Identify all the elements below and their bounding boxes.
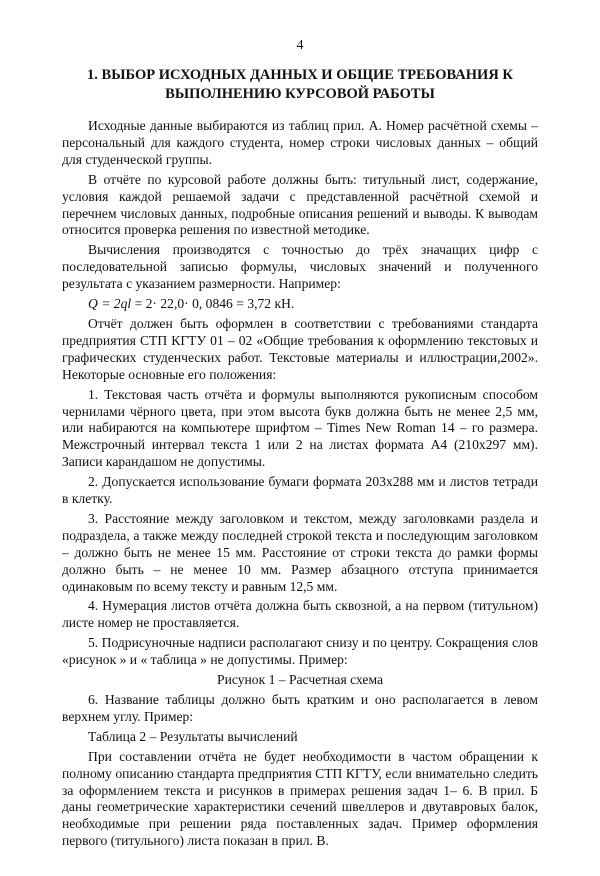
paragraph: Исходные данные выбираются из таблиц прил. А. Номер расчётной схемы – персональный для каждого студента, номер строки числовых данных – общий для студенческой группы. [62,118,538,167]
paragraph: Отчёт должен быть оформлен в соответствии с требованиями стандарта предприятия СТП КГТУ 01 – 02 «Общие требования к оформлению текстовых и графических студенческих работ. Текстовые материалы и иллюстрации,2002». Некоторые основные его положения: [62,315,538,382]
table-caption-example: Таблица 2 – Результаты вычислений [88,728,298,744]
figure-caption-example: Рисунок 1 – Расчетная схема [217,672,383,688]
paragraph: При составлении отчёта не будет необходимости в частом обращении к полному описанию стандарта предприятия СТП КГТУ, если внимательно следить за оформлением текста и рисунков в примерах решения задач 1– 6. В прил. Б даны геометрические характеристики сечений швеллеров и двутавровых балок, необходимые при решении ряда поставленных задач. Пример оформления первого (титульного) листа показан в прил. В. [62,748,538,849]
page-number: 4 [296,38,304,53]
formula-lhs: Q = 2ql [88,296,132,312]
formula-example [62,296,538,313]
body-text [62,118,538,853]
formula-rhs: = 2· 22,0· 0, 0846 = 3,72 кН. [131,296,295,312]
paragraph: 2. Допускается использование бумаги формата 203х288 мм и листов тетради в клетку. [62,474,538,507]
paragraph: Вычисления производятся с точностью до трёх значащих цифр с последовательной записью формулы, числовых значений и полученного результата с указанием размерности. Например: [62,242,538,292]
paragraph: В отчёте по курсовой работе должны быть: титульный лист, содержание, условия каждой решаемой задачи с представленной расчётной схемой и перечнем числовых данных, подробные описания решений и выводы. К выводам относится проверка решения по известной методике. [62,171,538,238]
paragraph: 5. Подрисуночные надписи располагают снизу и по центру. Сокращения слов «рисунок » и « таблица » не допустимы. Пример: [62,635,538,668]
paragraph: 6. Название таблицы должно быть кратким и оно располагается в левом верхнем углу. Пример: [62,692,538,724]
paragraph: 4. Нумерация листов отчёта должна быть сквозной, а на первом (титульном) листе номер не проставляется. [62,598,538,631]
section-heading: 1. ВЫБОР ИСХОДНЫХ ДАННЫХ И ОБЩИЕ ТРЕБОВАНИЯ К ВЫПОЛНЕНИЮ КУРСОВОЙ РАБОТЫ [87,67,513,102]
paragraph: 3. Расстояние между заголовком и текстом, между заголовками раздела и подраздела, а также между последней строкой текста и последующим заголовком – должно быть не менее 15 мм. Расстояние от строки текста до рамки формы должно быть – не менее 10 мм. Размер абзацного отступа принимается одинаковым по всему тексту и равным 12,5 мм. [62,510,538,594]
paragraph: 1. Текстовая часть отчёта и формулы выполняются рукописным способом чернилами чёрного цвета, при этом высота букв должна быть не менее 2,5 мм, или набираются на компьютере шрифтом – Times New Roman 14 – го размера. Межстрочный интервал текста 1 или 2 на листах формата А4 (210х297 мм). Записи карандашом не допустимы. [62,386,538,470]
